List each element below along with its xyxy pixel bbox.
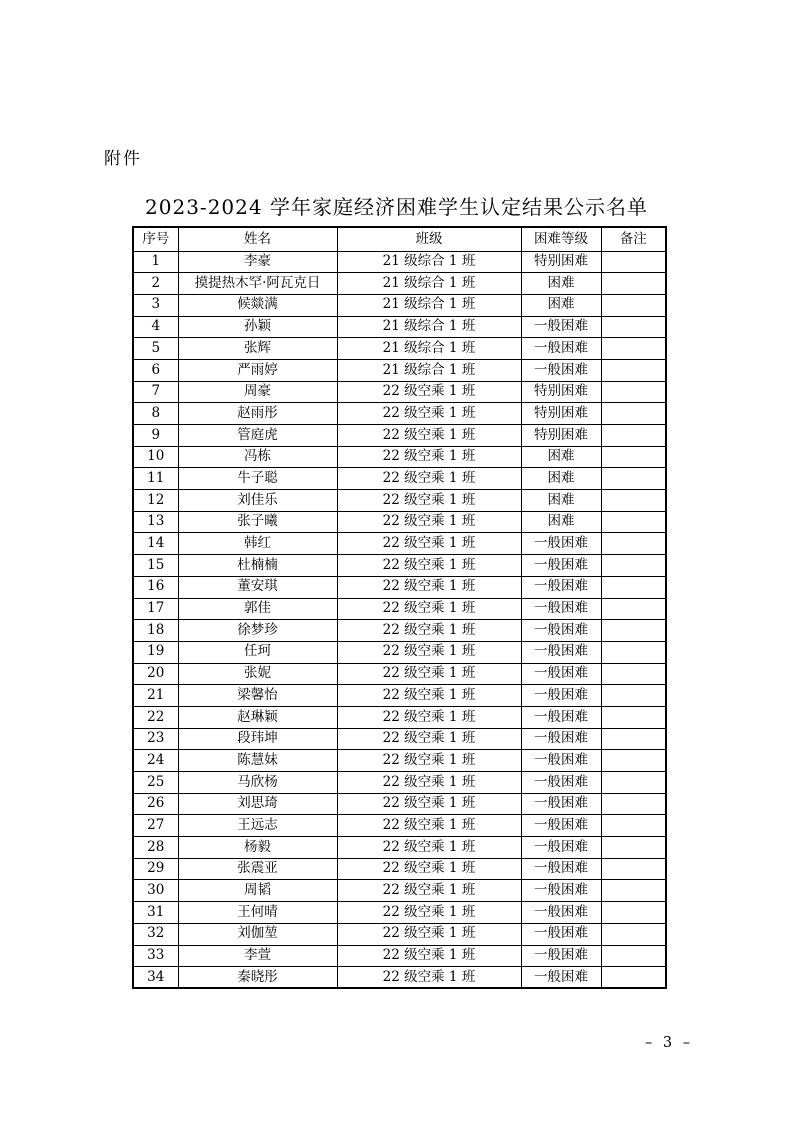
- cell-difficulty-level: 困难: [521, 446, 601, 468]
- cell-serial-number: 2: [133, 273, 178, 295]
- table-row: [133, 511, 666, 533]
- cell-difficulty-level: 一般困难: [521, 598, 601, 620]
- cell-class: 22 级空乘 1 班: [337, 511, 521, 533]
- cell-remarks: [601, 251, 666, 273]
- cell-remarks: [601, 902, 666, 924]
- cell-serial-number: 3: [133, 294, 178, 316]
- cell-remarks: [601, 316, 666, 338]
- cell-class: 21 级综合 1 班: [337, 338, 521, 360]
- table-row: [133, 750, 666, 772]
- cell-class: 21 级综合 1 班: [337, 273, 521, 295]
- cell-student-name: 赵雨彤: [178, 403, 337, 425]
- table-row: [133, 251, 666, 273]
- cell-serial-number: 21: [133, 685, 178, 707]
- cell-class: 22 级空乘 1 班: [337, 663, 521, 685]
- cell-serial-number: 13: [133, 511, 178, 533]
- cell-serial-number: 31: [133, 902, 178, 924]
- cell-class: 22 级空乘 1 班: [337, 858, 521, 880]
- cell-difficulty-level: 一般困难: [521, 837, 601, 859]
- cell-difficulty-level: 特别困难: [521, 403, 601, 425]
- header-name: 姓名: [178, 227, 337, 251]
- cell-difficulty-level: 一般困难: [521, 620, 601, 642]
- cell-remarks: [601, 706, 666, 728]
- cell-student-name: 李豪: [178, 251, 337, 273]
- cell-student-name: 杜楠楠: [178, 555, 337, 577]
- cell-remarks: [601, 663, 666, 685]
- table-row: [133, 880, 666, 902]
- cell-remarks: [601, 446, 666, 468]
- cell-difficulty-level: 特别困难: [521, 381, 601, 403]
- table-row: [133, 772, 666, 794]
- cell-serial-number: 12: [133, 490, 178, 512]
- cell-student-name: 韩红: [178, 533, 337, 555]
- cell-difficulty-level: 特别困难: [521, 425, 601, 447]
- cell-student-name: 董安琪: [178, 576, 337, 598]
- cell-remarks: [601, 772, 666, 794]
- page-title: 2023-2024 学年家庭经济困难学生认定结果公示名单: [145, 195, 648, 219]
- table-row: [133, 403, 666, 425]
- cell-class: 22 级空乘 1 班: [337, 533, 521, 555]
- cell-student-name: 张妮: [178, 663, 337, 685]
- cell-remarks: [601, 880, 666, 902]
- cell-serial-number: 7: [133, 381, 178, 403]
- cell-serial-number: 29: [133, 858, 178, 880]
- cell-serial-number: 19: [133, 641, 178, 663]
- cell-class: 22 级空乘 1 班: [337, 576, 521, 598]
- cell-serial-number: 16: [133, 576, 178, 598]
- cell-remarks: [601, 490, 666, 512]
- cell-remarks: [601, 533, 666, 555]
- cell-serial-number: 15: [133, 555, 178, 577]
- cell-serial-number: 1: [133, 251, 178, 273]
- cell-difficulty-level: 一般困难: [521, 902, 601, 924]
- cell-difficulty-level: 一般困难: [521, 750, 601, 772]
- cell-student-name: 摸提热木罕·阿瓦克日: [178, 273, 337, 295]
- table-row: [133, 793, 666, 815]
- table-row: [133, 902, 666, 924]
- cell-remarks: [601, 793, 666, 815]
- table-row: [133, 728, 666, 750]
- page-number: – 3 –: [645, 1035, 693, 1051]
- cell-class: 22 级空乘 1 班: [337, 772, 521, 794]
- cell-remarks: [601, 945, 666, 967]
- cell-remarks: [601, 468, 666, 490]
- cell-serial-number: 5: [133, 338, 178, 360]
- cell-remarks: [601, 728, 666, 750]
- cell-class: 22 级空乘 1 班: [337, 706, 521, 728]
- cell-student-name: 刘佳乐: [178, 490, 337, 512]
- cell-serial-number: 22: [133, 706, 178, 728]
- cell-serial-number: 26: [133, 793, 178, 815]
- cell-serial-number: 27: [133, 815, 178, 837]
- cell-student-name: 徐梦珍: [178, 620, 337, 642]
- cell-serial-number: 8: [133, 403, 178, 425]
- cell-student-name: 周豪: [178, 381, 337, 403]
- cell-student-name: 牛子聪: [178, 468, 337, 490]
- cell-class: 22 级空乘 1 班: [337, 381, 521, 403]
- table-row: [133, 967, 666, 989]
- cell-difficulty-level: 困难: [521, 490, 601, 512]
- cell-difficulty-level: 困难: [521, 294, 601, 316]
- table-row: [133, 576, 666, 598]
- table-row: [133, 858, 666, 880]
- cell-remarks: [601, 511, 666, 533]
- cell-student-name: 李萱: [178, 945, 337, 967]
- cell-class: 21 级综合 1 班: [337, 251, 521, 273]
- cell-serial-number: 20: [133, 663, 178, 685]
- cell-difficulty-level: 一般困难: [521, 945, 601, 967]
- cell-serial-number: 4: [133, 316, 178, 338]
- table-row: [133, 815, 666, 837]
- header-serial-number: 序号: [133, 227, 178, 251]
- cell-serial-number: 24: [133, 750, 178, 772]
- cell-remarks: [601, 381, 666, 403]
- table-row: [133, 641, 666, 663]
- table-header-row: [133, 227, 666, 251]
- table-row: [133, 837, 666, 859]
- cell-remarks: [601, 425, 666, 447]
- cell-serial-number: 33: [133, 945, 178, 967]
- cell-remarks: [601, 338, 666, 360]
- cell-remarks: [601, 620, 666, 642]
- cell-difficulty-level: 困难: [521, 468, 601, 490]
- header-remarks: 备注: [601, 227, 666, 251]
- cell-difficulty-level: 一般困难: [521, 967, 601, 989]
- cell-student-name: 候燚满: [178, 294, 337, 316]
- cell-student-name: 郭佳: [178, 598, 337, 620]
- cell-student-name: 陈慧妹: [178, 750, 337, 772]
- table-row: [133, 533, 666, 555]
- cell-remarks: [601, 837, 666, 859]
- cell-remarks: [601, 359, 666, 381]
- cell-difficulty-level: 特别困难: [521, 251, 601, 273]
- cell-serial-number: 10: [133, 446, 178, 468]
- cell-remarks: [601, 598, 666, 620]
- cell-student-name: 王远志: [178, 815, 337, 837]
- table-body: [133, 251, 666, 988]
- cell-serial-number: 6: [133, 359, 178, 381]
- cell-difficulty-level: 一般困难: [521, 663, 601, 685]
- cell-class: 21 级综合 1 班: [337, 316, 521, 338]
- cell-class: 22 级空乘 1 班: [337, 902, 521, 924]
- cell-student-name: 孙颖: [178, 316, 337, 338]
- cell-serial-number: 14: [133, 533, 178, 555]
- table-row: [133, 294, 666, 316]
- table-row: [133, 425, 666, 447]
- table-row: [133, 359, 666, 381]
- cell-remarks: [601, 685, 666, 707]
- cell-remarks: [601, 858, 666, 880]
- cell-difficulty-level: 困难: [521, 273, 601, 295]
- table-row: [133, 490, 666, 512]
- attachment-label: 附件: [104, 149, 142, 169]
- cell-class: 22 级空乘 1 班: [337, 880, 521, 902]
- cell-serial-number: 32: [133, 923, 178, 945]
- cell-serial-number: 17: [133, 598, 178, 620]
- cell-student-name: 梁馨怡: [178, 685, 337, 707]
- cell-student-name: 赵琳颖: [178, 706, 337, 728]
- cell-class: 22 级空乘 1 班: [337, 967, 521, 989]
- cell-difficulty-level: 一般困难: [521, 793, 601, 815]
- cell-serial-number: 9: [133, 425, 178, 447]
- cell-student-name: 杨毅: [178, 837, 337, 859]
- table-row: [133, 945, 666, 967]
- cell-remarks: [601, 273, 666, 295]
- table-row: [133, 555, 666, 577]
- cell-difficulty-level: 一般困难: [521, 728, 601, 750]
- cell-serial-number: 11: [133, 468, 178, 490]
- cell-serial-number: 23: [133, 728, 178, 750]
- cell-remarks: [601, 641, 666, 663]
- cell-difficulty-level: 一般困难: [521, 815, 601, 837]
- cell-student-name: 刘伽堃: [178, 923, 337, 945]
- cell-student-name: 严雨婷: [178, 359, 337, 381]
- cell-difficulty-level: 一般困难: [521, 858, 601, 880]
- cell-class: 22 级空乘 1 班: [337, 750, 521, 772]
- cell-class: 21 级综合 1 班: [337, 359, 521, 381]
- table-row: [133, 620, 666, 642]
- table-row: [133, 381, 666, 403]
- cell-remarks: [601, 750, 666, 772]
- cell-class: 22 级空乘 1 班: [337, 837, 521, 859]
- header-class: 班级: [337, 227, 521, 251]
- cell-remarks: [601, 923, 666, 945]
- cell-student-name: 刘思琦: [178, 793, 337, 815]
- cell-student-name: 任珂: [178, 641, 337, 663]
- cell-serial-number: 28: [133, 837, 178, 859]
- cell-class: 21 级综合 1 班: [337, 294, 521, 316]
- cell-serial-number: 25: [133, 772, 178, 794]
- cell-serial-number: 18: [133, 620, 178, 642]
- cell-student-name: 管庭虎: [178, 425, 337, 447]
- table-row: [133, 923, 666, 945]
- table-row: [133, 446, 666, 468]
- table-row: [133, 663, 666, 685]
- cell-difficulty-level: 一般困难: [521, 533, 601, 555]
- cell-class: 22 级空乘 1 班: [337, 923, 521, 945]
- cell-remarks: [601, 294, 666, 316]
- table-row: [133, 316, 666, 338]
- cell-class: 22 级空乘 1 班: [337, 728, 521, 750]
- cell-remarks: [601, 555, 666, 577]
- cell-student-name: 张辉: [178, 338, 337, 360]
- table-row: [133, 706, 666, 728]
- cell-student-name: 马欣杨: [178, 772, 337, 794]
- cell-difficulty-level: 一般困难: [521, 576, 601, 598]
- cell-class: 22 级空乘 1 班: [337, 793, 521, 815]
- cell-remarks: [601, 967, 666, 989]
- cell-class: 22 级空乘 1 班: [337, 945, 521, 967]
- table-row: [133, 273, 666, 295]
- cell-class: 22 级空乘 1 班: [337, 815, 521, 837]
- cell-difficulty-level: 一般困难: [521, 685, 601, 707]
- cell-class: 22 级空乘 1 班: [337, 620, 521, 642]
- cell-difficulty-level: 一般困难: [521, 880, 601, 902]
- cell-class: 22 级空乘 1 班: [337, 446, 521, 468]
- cell-class: 22 级空乘 1 班: [337, 490, 521, 512]
- cell-class: 22 级空乘 1 班: [337, 555, 521, 577]
- cell-student-name: 秦晓彤: [178, 967, 337, 989]
- cell-student-name: 周韬: [178, 880, 337, 902]
- header-difficulty-level: 困难等级: [521, 227, 601, 251]
- cell-student-name: 冯栋: [178, 446, 337, 468]
- cell-difficulty-level: 一般困难: [521, 316, 601, 338]
- cell-difficulty-level: 一般困难: [521, 641, 601, 663]
- cell-class: 22 级空乘 1 班: [337, 685, 521, 707]
- cell-class: 22 级空乘 1 班: [337, 403, 521, 425]
- cell-student-name: 张子曦: [178, 511, 337, 533]
- cell-difficulty-level: 一般困难: [521, 359, 601, 381]
- table-row: [133, 338, 666, 360]
- cell-difficulty-level: 一般困难: [521, 772, 601, 794]
- cell-difficulty-level: 一般困难: [521, 338, 601, 360]
- cell-difficulty-level: 一般困难: [521, 706, 601, 728]
- table-row: [133, 685, 666, 707]
- student-roster-table: [132, 226, 667, 989]
- cell-remarks: [601, 815, 666, 837]
- cell-student-name: 张震亚: [178, 858, 337, 880]
- cell-serial-number: 34: [133, 967, 178, 989]
- cell-remarks: [601, 403, 666, 425]
- table-row: [133, 598, 666, 620]
- cell-class: 22 级空乘 1 班: [337, 468, 521, 490]
- cell-difficulty-level: 一般困难: [521, 555, 601, 577]
- cell-class: 22 级空乘 1 班: [337, 641, 521, 663]
- cell-difficulty-level: 一般困难: [521, 923, 601, 945]
- cell-student-name: 王何晴: [178, 902, 337, 924]
- table-row: [133, 468, 666, 490]
- cell-difficulty-level: 困难: [521, 511, 601, 533]
- cell-serial-number: 30: [133, 880, 178, 902]
- cell-student-name: 段玮坤: [178, 728, 337, 750]
- cell-class: 22 级空乘 1 班: [337, 425, 521, 447]
- cell-remarks: [601, 576, 666, 598]
- cell-class: 22 级空乘 1 班: [337, 598, 521, 620]
